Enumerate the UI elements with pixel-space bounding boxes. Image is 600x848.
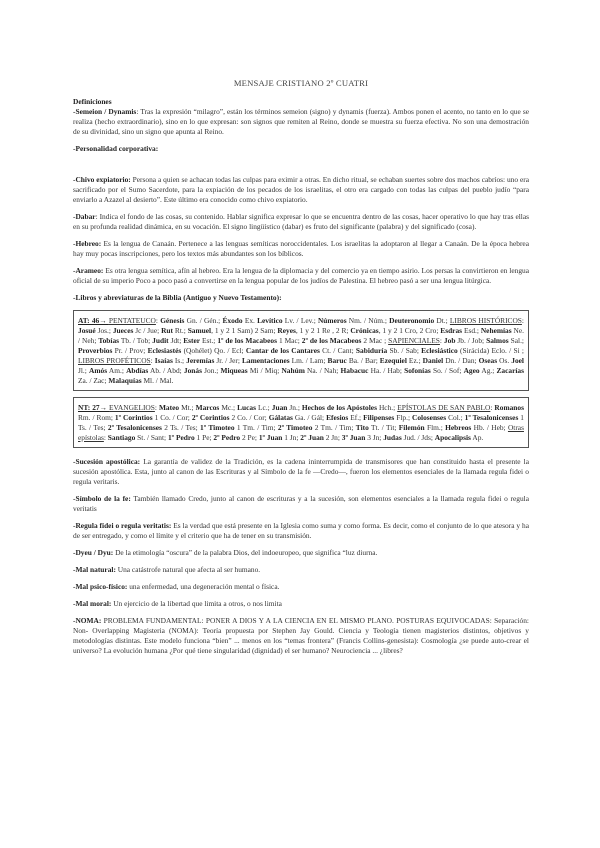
term-dyeu: -Dyeu / Dyu:	[73, 548, 114, 557]
document-page	[73, 78, 529, 663]
term-chivo: -Chivo expiatorio:	[73, 175, 131, 184]
nt-books-box: NT: 27→ EVANGELIOS: Mateo Mt.; Marcos Mc.; Lucas Lc.; Juan Jn.; Hechos de los Apóstoles Hch.; EPÍSTOLAS DE SAN PABLO: Romanos Rm. / Rom; 1º Corintios 1 Co. / Cor; 2º Corintios 2 Co. / Cor; Gálatas Ga. / Gál; Efesios Ef.; Filipenses Flp.; Colosenses Col.; 1º Tesalonicenses 1 Ts. / Tes; 2º Tesalonicenses 2 Ts. / Tes; 1º Timoteo 1 Tm. / Tim; 2º Timoteo 2 Tm. / Tim; Tito Tt. / Tit; Filemón Flm.; Hebreos Hb. / Heb; Otras epístolas: Santiago St. / Sant; 1º Pedro 1 Pe; 2º Pedro 2 Pe; 1º Juan 1 Jn; 2º Juan 2 Jn; 3º Juan 3 Jn; Judas Jud. / Jds; Apocalipsis Ap.	[73, 397, 529, 448]
term-sucesion: -Sucesión apostólica:	[73, 457, 141, 466]
term-simbolo: -Símbolo de la fe:	[73, 494, 131, 503]
def-arameo: -Arameo: Es otra lengua semítica, afín al hebreo. Era la lengua de la diplomacia y del comercio ya en tiempo asirio. Los persas la convirtieron en lengua oficial de su imperio Poco a poco pasó a convertirse en la lengua popular de los judíos de Palestina. El hebreo pasó a ser una lengua litúrgica.	[73, 266, 529, 285]
def-simbolo: -Símbolo de la fe: También llamado Credo, junto al canon de escrituras y a la sucesión, son elementos esenciales a la llamada regula fidei o regula veritatis	[73, 494, 529, 513]
def-sucesion: -Sucesión apostólica: La garantía de validez de la Tradición, es la cadena ininterrumpida de transmisores que han constituido hasta el presente la sucesión apostólica. Esta, junto al canon de las Escrituras y al Símbolo de la fe —Credo—, fueron los elementos esenciales de la llamada regula fidei o regula veritaris.	[73, 457, 529, 486]
libros-heading: -Libros y abreviaturas de la Biblia (Antiguo y Nuevo Testamento):	[73, 293, 282, 302]
term-hebreo: -Hebreo:	[73, 239, 102, 248]
def-mal-psico: -Mal psico-físico: una enfermedad, una degeneración mental o física.	[73, 582, 280, 591]
term-noma: -NOMA:	[73, 616, 102, 625]
def-dyeu: -Dyeu / Dyu: De la etimología “oscura” de la palabra Dios, del indoeuropeo, que significa “luz diurna.	[73, 548, 378, 557]
def-semeion: -Semeion / Dynamis: Tras la expresión “milagro”, están los términos semeion (signo) y dynamis (fuerza). Ambos ponen el acento, no tanto en lo que se realiza (hecho extraordinario), sino en lo que expresan: son signos que remiten al Reino, donde se muestra su fuerza efectiva. No son una demostración de su divinidad, sino un signo que apunta al Reino.	[73, 107, 529, 136]
def-hebreo: -Hebreo: Es la lengua de Canaán. Pertenece a las lenguas semíticas noroccidentales. Los israelitas la adoptaron al llegar a Canaán. De la época hebrea hay muy pocas inscripciones, pero los textos más abundantes son los bíblicos.	[73, 239, 529, 258]
spacer	[73, 161, 529, 175]
document-title: MENSAJE CRISTIANO 2º CUATRI	[233, 78, 369, 88]
def-regula: -Regula fidei o regula veritatis: Es la verdad que está presente en la Iglesia como suma y como forma. Es decir, como el conjunto de lo que atesora y ha de ser entregado, y como el límite y el criterio que ha de tener en su transmisión.	[73, 521, 529, 540]
def-dabar: -Dabar: Indica el fondo de las cosas, su contenido. Hablar significa expresar lo que se encuentra dentro de las cosas, hacer operativo lo que hay tras ellas en su profunda realidad dinámica, en su vocación. El signo lingüístico (dabar) es fruto del significante (palabra) y del significado (cosa).	[73, 212, 529, 231]
term-regula: -Regula fidei o regula veritatis:	[73, 521, 172, 530]
def-noma: -NOMA: PROBLEMA FUNDAMENTAL: PONER A DIOS Y A LA CIENCIA EN EL MISMO PLANO. POSTURAS EQUIVOCADAS: Separación: Non- Overlapping Magisteria (NOMA): Teoría propuesta por Stephen Jay Gould. Ciencia y Teología tienen magisterios distintos, objetivos y metodologías distintas. Este modelo funciona “bien” ... menos en los “temas frontera” (Francis Collins-genesista): Cosmología ¿se puede auto-crear el universo? La evolución humana ¿Por qué tiene singularidad (dignidad) el ser humano? Neurociencia ... ¿libres?	[73, 616, 529, 655]
def-mal-natural: -Mal natural: Una catástrofe natural que afecta al ser humano.	[73, 565, 261, 574]
def-mal-moral: -Mal moral: Un ejercicio de la libertad que limita a otros, o nos limita	[73, 599, 282, 608]
term-mal-moral: -Mal moral:	[73, 599, 112, 608]
at-books-box: AT: 46→ PENTATEUCO: Génesis Gn. / Gén.; Éxodo Ex. Levítico Lv. / Lev.; Números Nm. / Núm.; Deuteronomio Dt.; LIBROS HISTÓRICOS: Josué Jos.; Jueces Jc / Jue; Rut Rt.; Samuel, 1 y 2 1 Sam) 2 Sam; Reyes, 1 y 2 1 Re , 2 R; Crónicas, 1 y 2 1 Cro, 2 Cro; Esdras Esd.; Nehemías Ne. / Neh; Tobías Tb. / Tob; Judit Jdt; Ester Est.; 1º de los Macabeos 1 Mac; 2º de los Macabeos 2 Mac ; SAPIENCIALES: Job Jb. / Job; Salmos Sal.; Proverbios Pr. / Prov; Eclesiastés (Qohélet) Qo. / Ecl; Cantar de los Cantares Ct. / Cant; Sabiduría Sb. / Sab; Eclesiástico (Sirácida) Eclo. / Si ; LIBROS PROFÉTICOS: Isaías Is.; Jeremías Jr. / Jer; Lamentaciones Lm. / Lam; Baruc Ba. / Bar; Ezequiel Ez.; Daniel Dn. / Dan; Oseas Os. Joel Jl.; Amós Am.; Abdías Ab. / Abd; Jonás Jon.; Miqueas Mi / Miq; Nahúm Na. / Nah; Habacuc Ha. / Hab; Sofonías So. / Sof; Ageo Ag.; Zacarías Za. / Zac; Malaquías Ml. / Mal.	[73, 310, 529, 391]
def-chivo: -Chivo expiatorio: Persona a quien se achacan todas las culpas para eximir a otras. En dicho ritual, se echaban suertes sobre dos machos cabríos: uno era sacrificado por el Sumo Sacerdote, para la expiación de los pecados de los israelitas, el otro era cargado con todas las culpas del pueblo judío “para enviarlo a Azazel al desierto”. Este último era conocido como chivo expiatorio.	[73, 175, 530, 204]
term-arameo: -Arameo:	[73, 266, 104, 275]
definiciones-heading: Definiciones	[73, 97, 112, 106]
term-mal-psico: -Mal psico-físico:	[73, 582, 128, 591]
term-semeion: -Semeion / Dynamis	[73, 107, 137, 116]
term-dabar: -Dabar	[73, 212, 96, 221]
def-personalidad: -Personalidad corporativa:	[73, 144, 159, 153]
term-mal-natural: -Mal natural:	[73, 565, 116, 574]
